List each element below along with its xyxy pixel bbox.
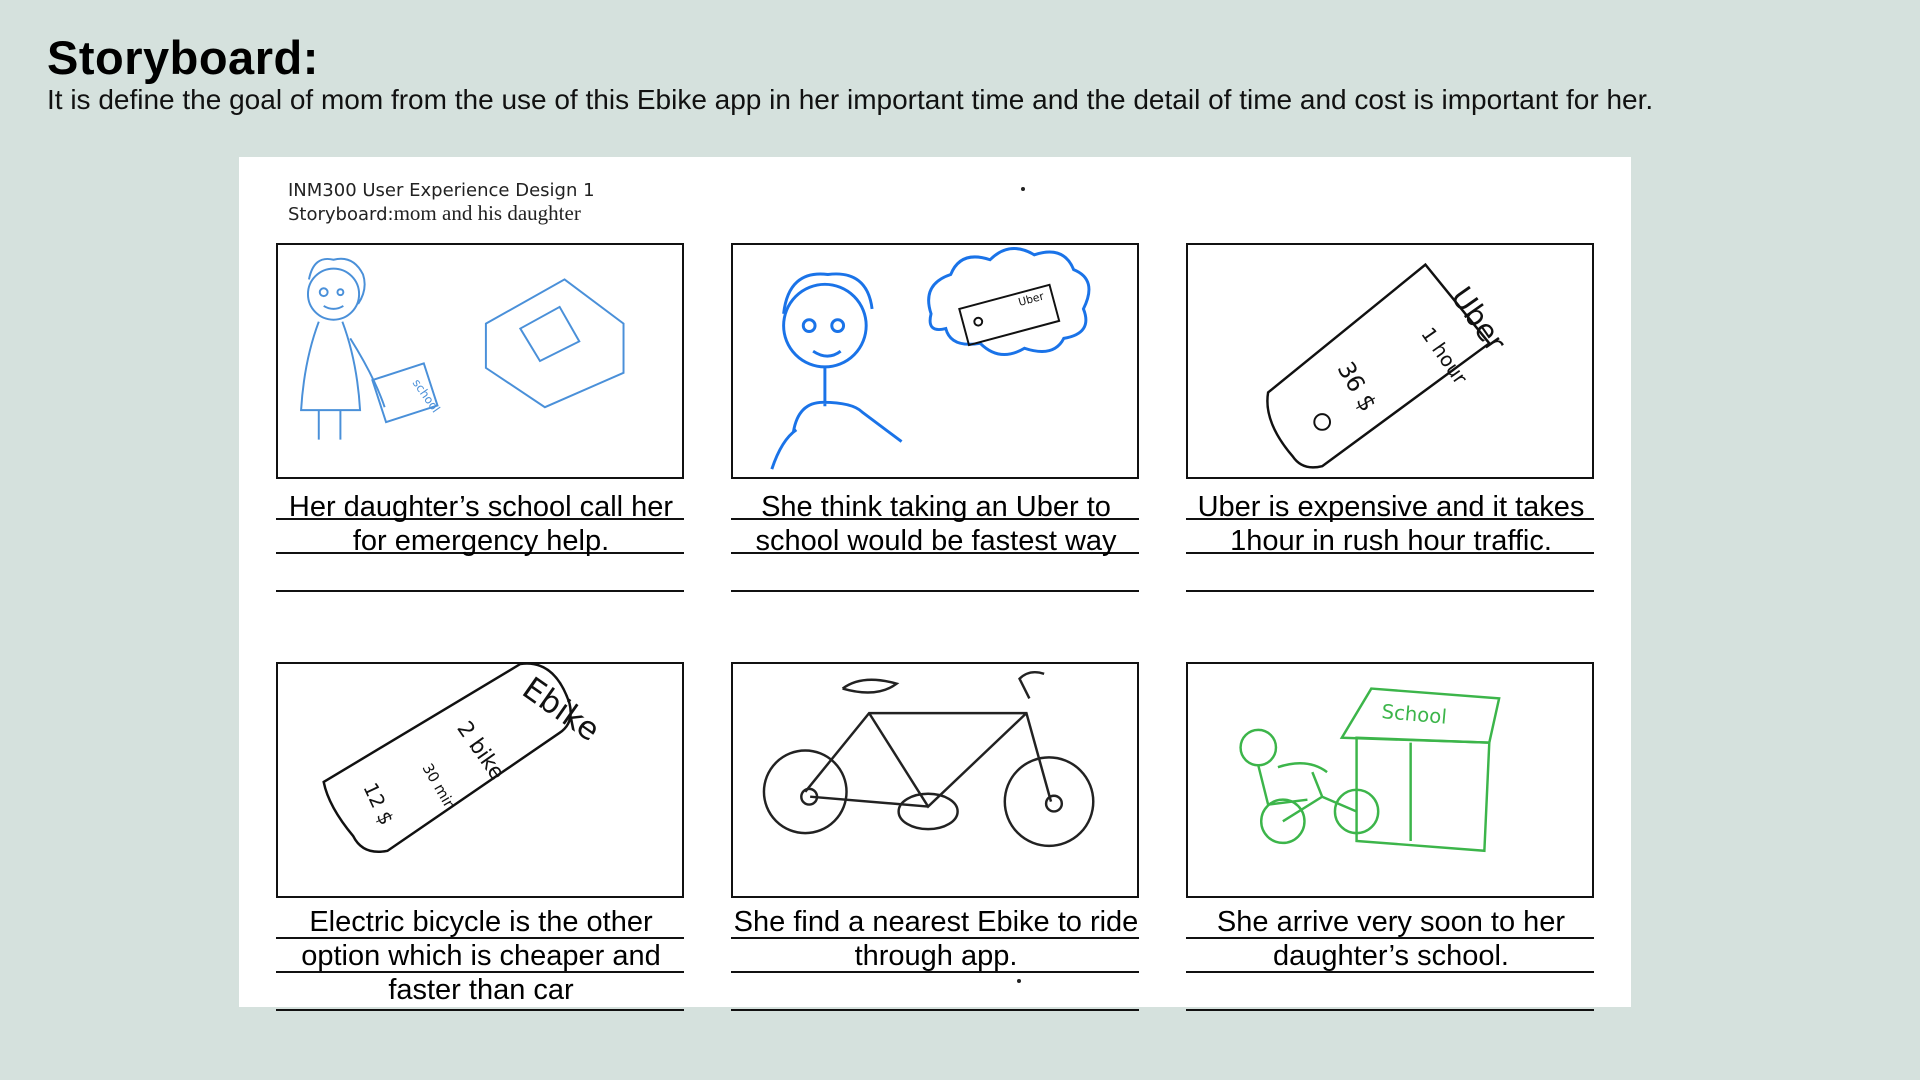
receipt-minutes: 30 min [418, 760, 459, 814]
panel-1-sketch [276, 243, 684, 479]
receipt-uber: Uber [1444, 280, 1513, 358]
receipt-price: 12 $ [358, 779, 398, 829]
receipt-cost: 36 $ [1331, 356, 1383, 417]
mom-thinking-uber-sketch [733, 245, 1137, 477]
storyboard-sheet [239, 157, 1631, 1007]
panel-6-sketch [1186, 662, 1594, 898]
sketch-school-label: school [409, 376, 443, 416]
receipt-bikes: 2 bike [451, 717, 510, 785]
panel-1-caption: Her daughter’s school call her for emergency help. [288, 491, 674, 557]
sketch-uber-label: Uber [1016, 289, 1046, 309]
course-title: INM300 User Experience Design 1 [288, 180, 595, 201]
panel-3-caption: Uber is expensive and it takes 1hour in rush hour traffic. [1197, 491, 1585, 557]
panel-5-sketch [731, 662, 1139, 898]
uber-receipt-sketch [1188, 245, 1592, 477]
panel-2-sketch [731, 243, 1139, 479]
panel-2-caption: She think taking an Uber to school would be fastest way [755, 491, 1117, 557]
arrival-at-school-sketch [1188, 664, 1592, 896]
slide-subtitle: It is define the goal of mom from the use of this Ebike app in her important time and the detail of time and cost is important for her. [47, 84, 1654, 115]
sketch-school-sign: School [1380, 700, 1448, 729]
bicycle-sketch [733, 664, 1137, 896]
stray-dot [1021, 187, 1025, 191]
receipt-ebike: Ebike [515, 670, 606, 749]
storyboard-heading [288, 201, 581, 226]
storyboard-subject: mom and his daughter [393, 201, 581, 225]
ebike-receipt-sketch [278, 664, 682, 896]
storyboard-prefix: Storyboard: [288, 204, 394, 225]
mom-at-school-sketch [278, 245, 682, 477]
panel-4-caption: Electric bicycle is the other option which is cheaper and faster than car [301, 906, 661, 1006]
panel-5-caption: She find a nearest Ebike to ride through app. [733, 906, 1139, 972]
slide-title: Storyboard: [47, 31, 319, 84]
panel-6-caption: She arrive very soon to her daughter’s school. [1216, 906, 1566, 972]
panel-3-sketch [1186, 243, 1594, 479]
panel-4-sketch [276, 662, 684, 898]
receipt-hour: 1 hour [1416, 323, 1472, 389]
stray-dot [1017, 979, 1021, 983]
